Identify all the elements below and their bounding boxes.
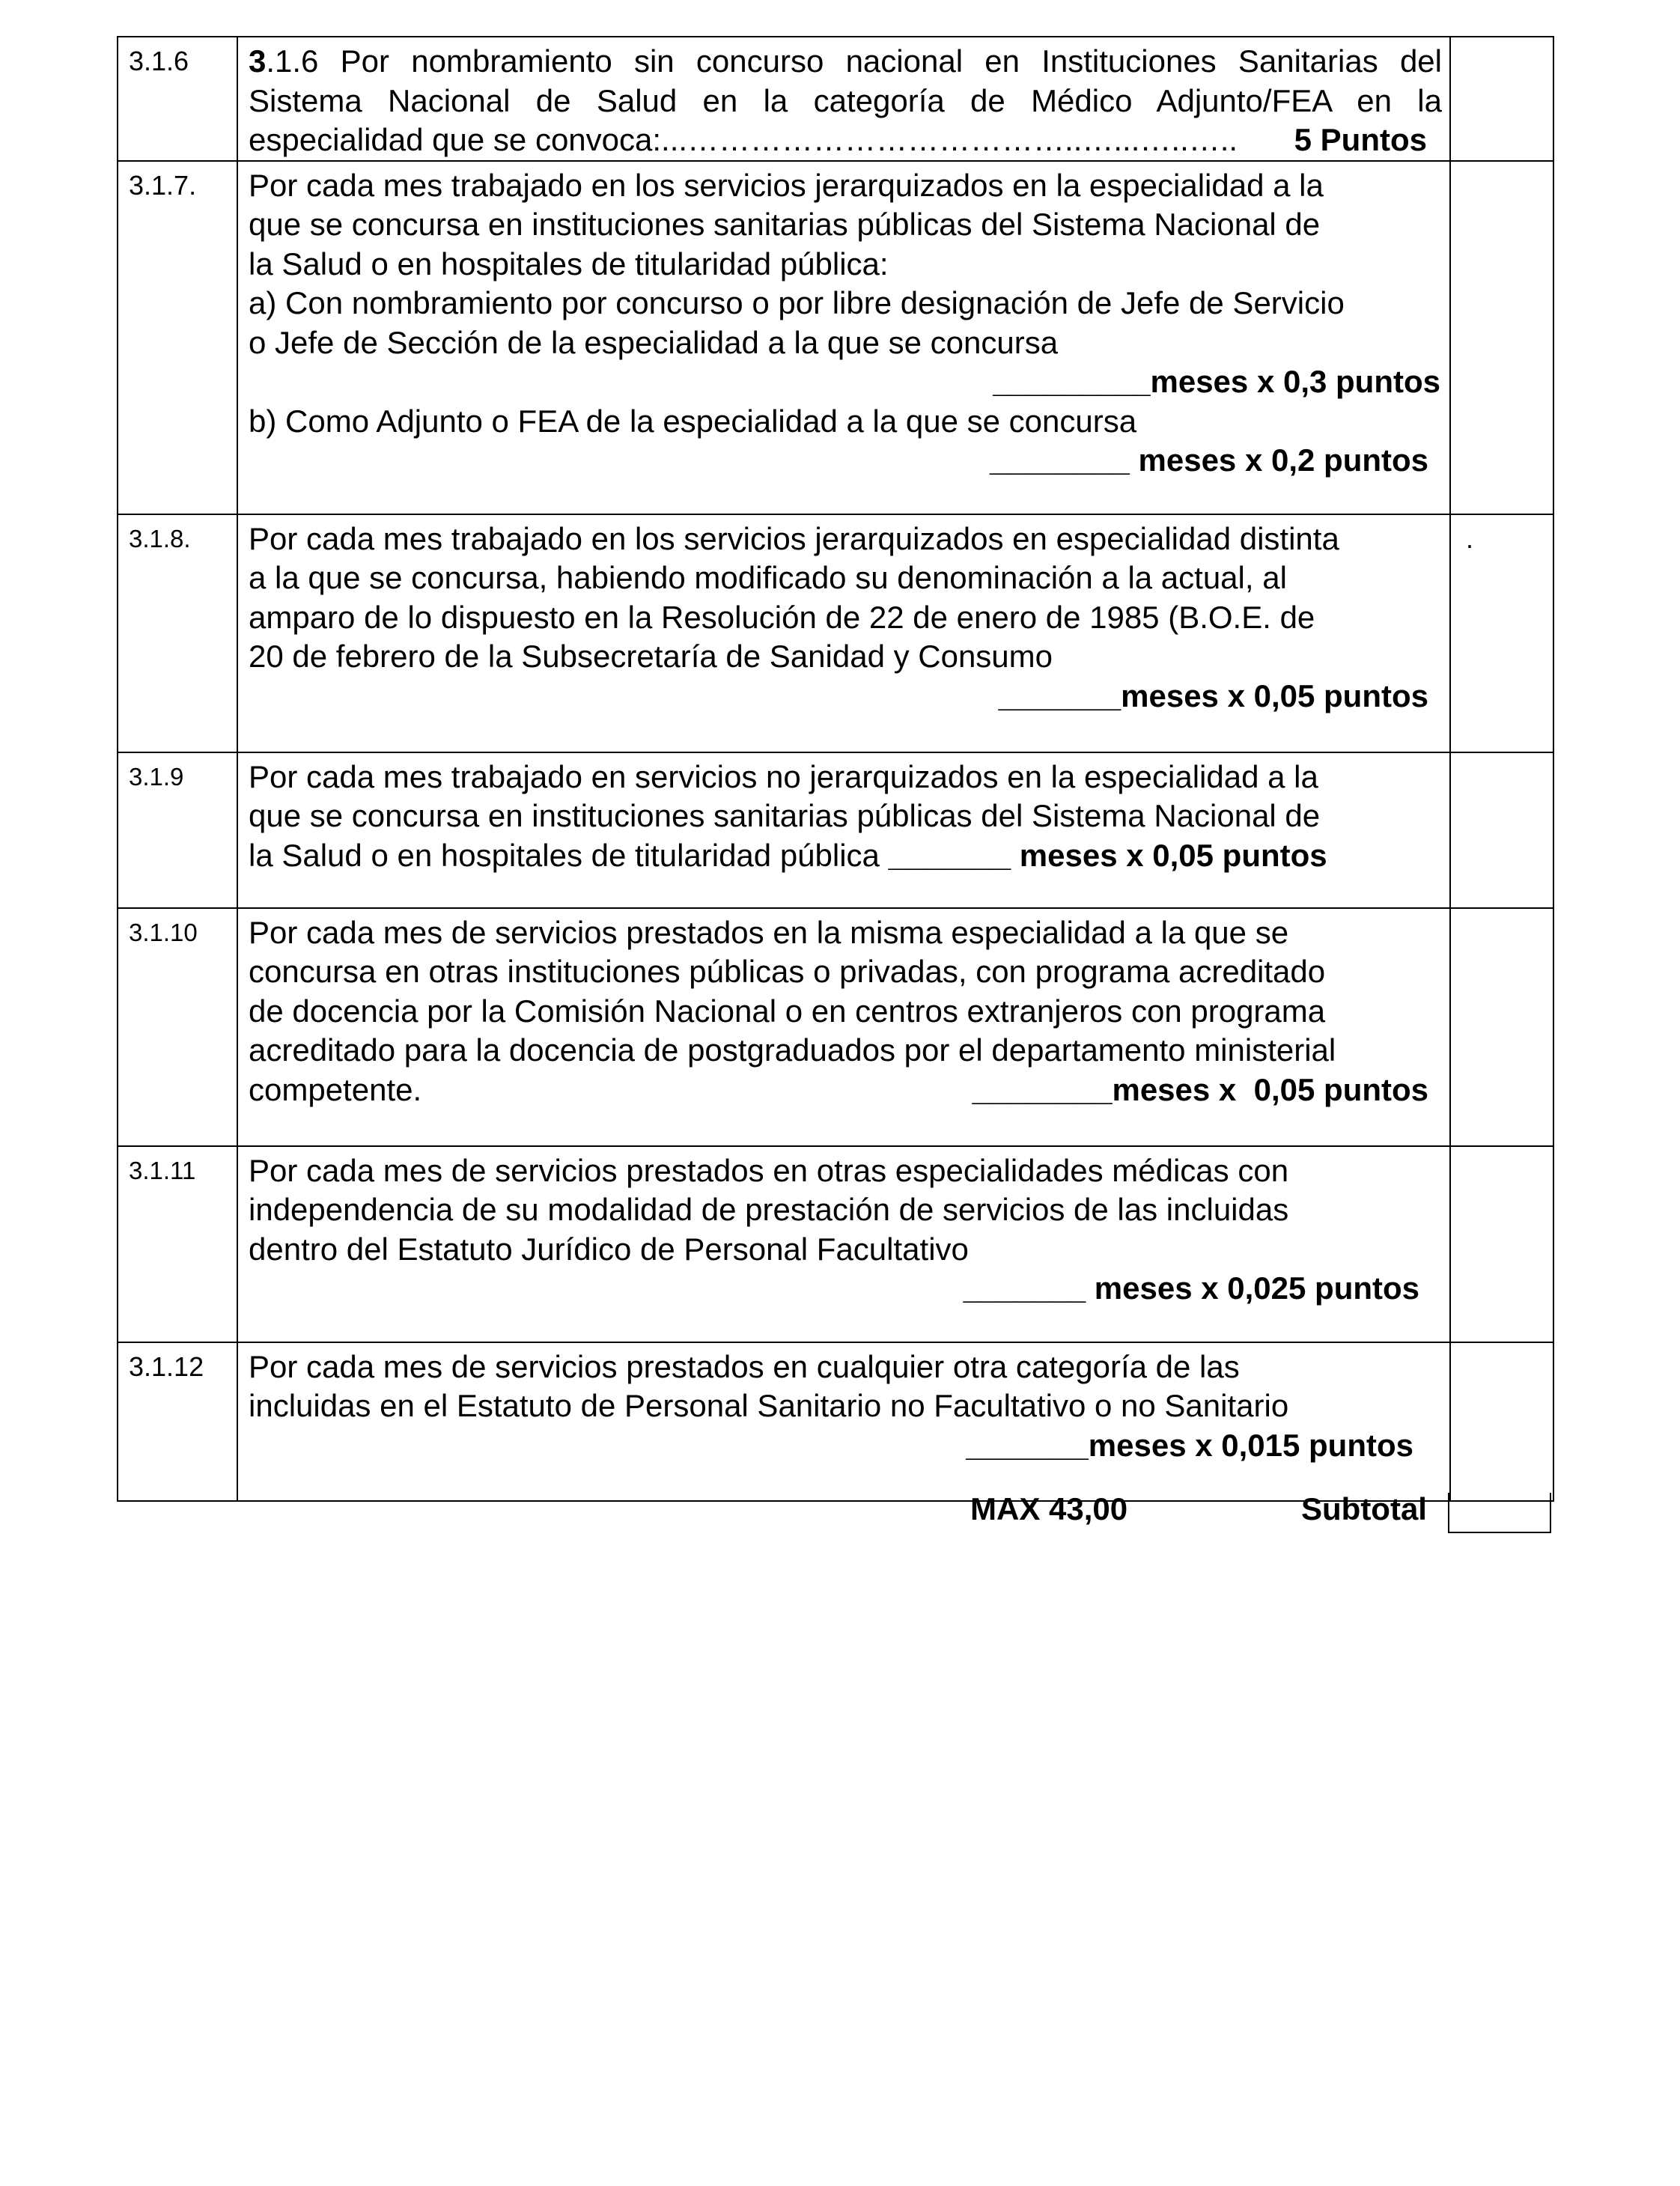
- subtotal-label: Subtotal: [1301, 1491, 1427, 1526]
- line-text: competente.: [249, 1071, 422, 1107]
- description-line: incluidas en el Estatuto de Personal Sanitario no Facultativo o no Sanitario: [249, 1388, 1289, 1423]
- row-description: [237, 908, 1450, 1146]
- table-row: [118, 1342, 1553, 1501]
- description-line: dentro del Estatuto Jurídico de Personal Facultativo: [249, 1231, 969, 1267]
- points-label: ________ meses x 0,2 puntos: [989, 442, 1428, 478]
- table-row: [118, 37, 1553, 161]
- points-label: _______ meses x 0,025 puntos: [963, 1270, 1419, 1306]
- description-line: Por cada mes de servicios prestados en cualquier otra categoría de las: [249, 1348, 1240, 1384]
- description-line: o Jefe de Sección de la especialidad a la que se concursa: [249, 324, 1059, 360]
- description-line: que se concursa en instituciones sanitarias públicas del Sistema Nacional de: [249, 798, 1321, 833]
- score-cell[interactable]: [1450, 752, 1553, 908]
- description-line: [249, 1071, 1442, 1110]
- description-line: a) Con nombramiento por concurso o por libre designación de Jefe de Servicio: [249, 285, 1345, 320]
- line-text: especialidad que se convoca:...………………………………..…...…..…..: [249, 122, 1238, 157]
- description-line: [249, 836, 1442, 876]
- description-line: concursa en otras instituciones públicas o privadas, con programa acreditado: [249, 954, 1326, 989]
- row-description: [237, 514, 1450, 752]
- score-mark: .: [1466, 523, 1474, 554]
- row-code: 3.1.6: [118, 37, 237, 161]
- score-cell[interactable]: [1450, 514, 1553, 752]
- table-row: [118, 908, 1553, 1146]
- row-code: 3.1.9: [118, 752, 237, 908]
- max-score-label: MAX 43,00: [970, 1491, 1128, 1526]
- row-description: [237, 161, 1450, 514]
- points-label: _______meses x 0,05 puntos: [998, 678, 1428, 713]
- points-label: _______meses x 0,015 puntos: [966, 1427, 1413, 1463]
- subtotal-field[interactable]: [1448, 1493, 1551, 1533]
- description-line: la Salud o en hospitales de titularidad pública:: [249, 246, 889, 281]
- points-label: _______ meses x 0,05 puntos: [888, 837, 1327, 873]
- description-line: Por cada mes trabajado en los servicios jerarquizados en la especialidad a la: [249, 167, 1324, 203]
- bold-prefix: 3: [249, 43, 267, 79]
- description-line: Sistema Nacional de Salud en la categoría de Médico Adjunto/FEA en la: [249, 82, 1442, 118]
- score-cell[interactable]: [1450, 908, 1553, 1146]
- row-code: 3.1.8.: [118, 514, 237, 752]
- description-line: b) Como Adjunto o FEA de la especialidad a la que se concursa: [249, 403, 1137, 439]
- row-code: 3.1.10: [118, 908, 237, 1146]
- description-line: [249, 121, 1442, 160]
- points-label: _________meses x 0,3 puntos: [993, 364, 1440, 399]
- description-line: Por cada mes trabajado en servicios no jerarquizados en la especialidad a la: [249, 758, 1318, 794]
- row-code: 3.1.7.: [118, 161, 237, 514]
- score-cell[interactable]: [1450, 1146, 1553, 1342]
- table-row: [118, 1146, 1553, 1342]
- description-line: amparo de lo dispuesto en la Resolución de 22 de enero de 1985 (B.O.E. de: [249, 599, 1315, 635]
- description-line: acreditado para la docencia de postgraduados por el departamento ministerial: [249, 1032, 1336, 1068]
- row-description: [237, 752, 1450, 908]
- description-line: que se concursa en instituciones sanitarias públicas del Sistema Nacional de: [249, 207, 1321, 242]
- score-cell[interactable]: [1450, 1342, 1553, 1501]
- description-line: Por cada mes de servicios prestados en la misma especialidad a la que se: [249, 914, 1289, 950]
- points-label: ________meses x 0,05 puntos: [972, 1071, 1428, 1107]
- row-code: 3.1.11: [118, 1146, 237, 1342]
- line-text: la Salud o en hospitales de titularidad pública: [249, 837, 880, 873]
- scoring-table: [117, 36, 1554, 1502]
- description-line: Por cada mes trabajado en los servicios jerarquizados en especialidad distinta: [249, 520, 1339, 556]
- score-cell[interactable]: [1450, 37, 1553, 161]
- row-description: [237, 37, 1450, 161]
- row-description: [237, 1342, 1450, 1501]
- description-line: Por cada mes de servicios prestados en otras especialidades médicas con: [249, 1152, 1289, 1188]
- row-code: 3.1.12: [118, 1342, 237, 1501]
- score-cell[interactable]: [1450, 161, 1553, 514]
- table-row: [118, 161, 1553, 514]
- table-row: [118, 752, 1553, 908]
- description-line: a la que se concursa, habiendo modificado su denominación a la actual, al: [249, 560, 1287, 595]
- description-line: de docencia por la Comisión Nacional o en centros extranjeros con programa: [249, 993, 1326, 1029]
- row-description: [237, 1146, 1450, 1342]
- description-line: [249, 42, 1442, 82]
- points-label: 5 Puntos: [1294, 122, 1427, 157]
- table-row: [118, 514, 1553, 752]
- description-line: independencia de su modalidad de prestación de servicios de las incluidas: [249, 1192, 1289, 1227]
- line-text-rest: .1.6 Por nombramiento sin concurso nacional en Instituciones Sanitarias del: [266, 43, 1442, 79]
- description-line: 20 de febrero de la Subsecretaría de Sanidad y Consumo: [249, 639, 1053, 674]
